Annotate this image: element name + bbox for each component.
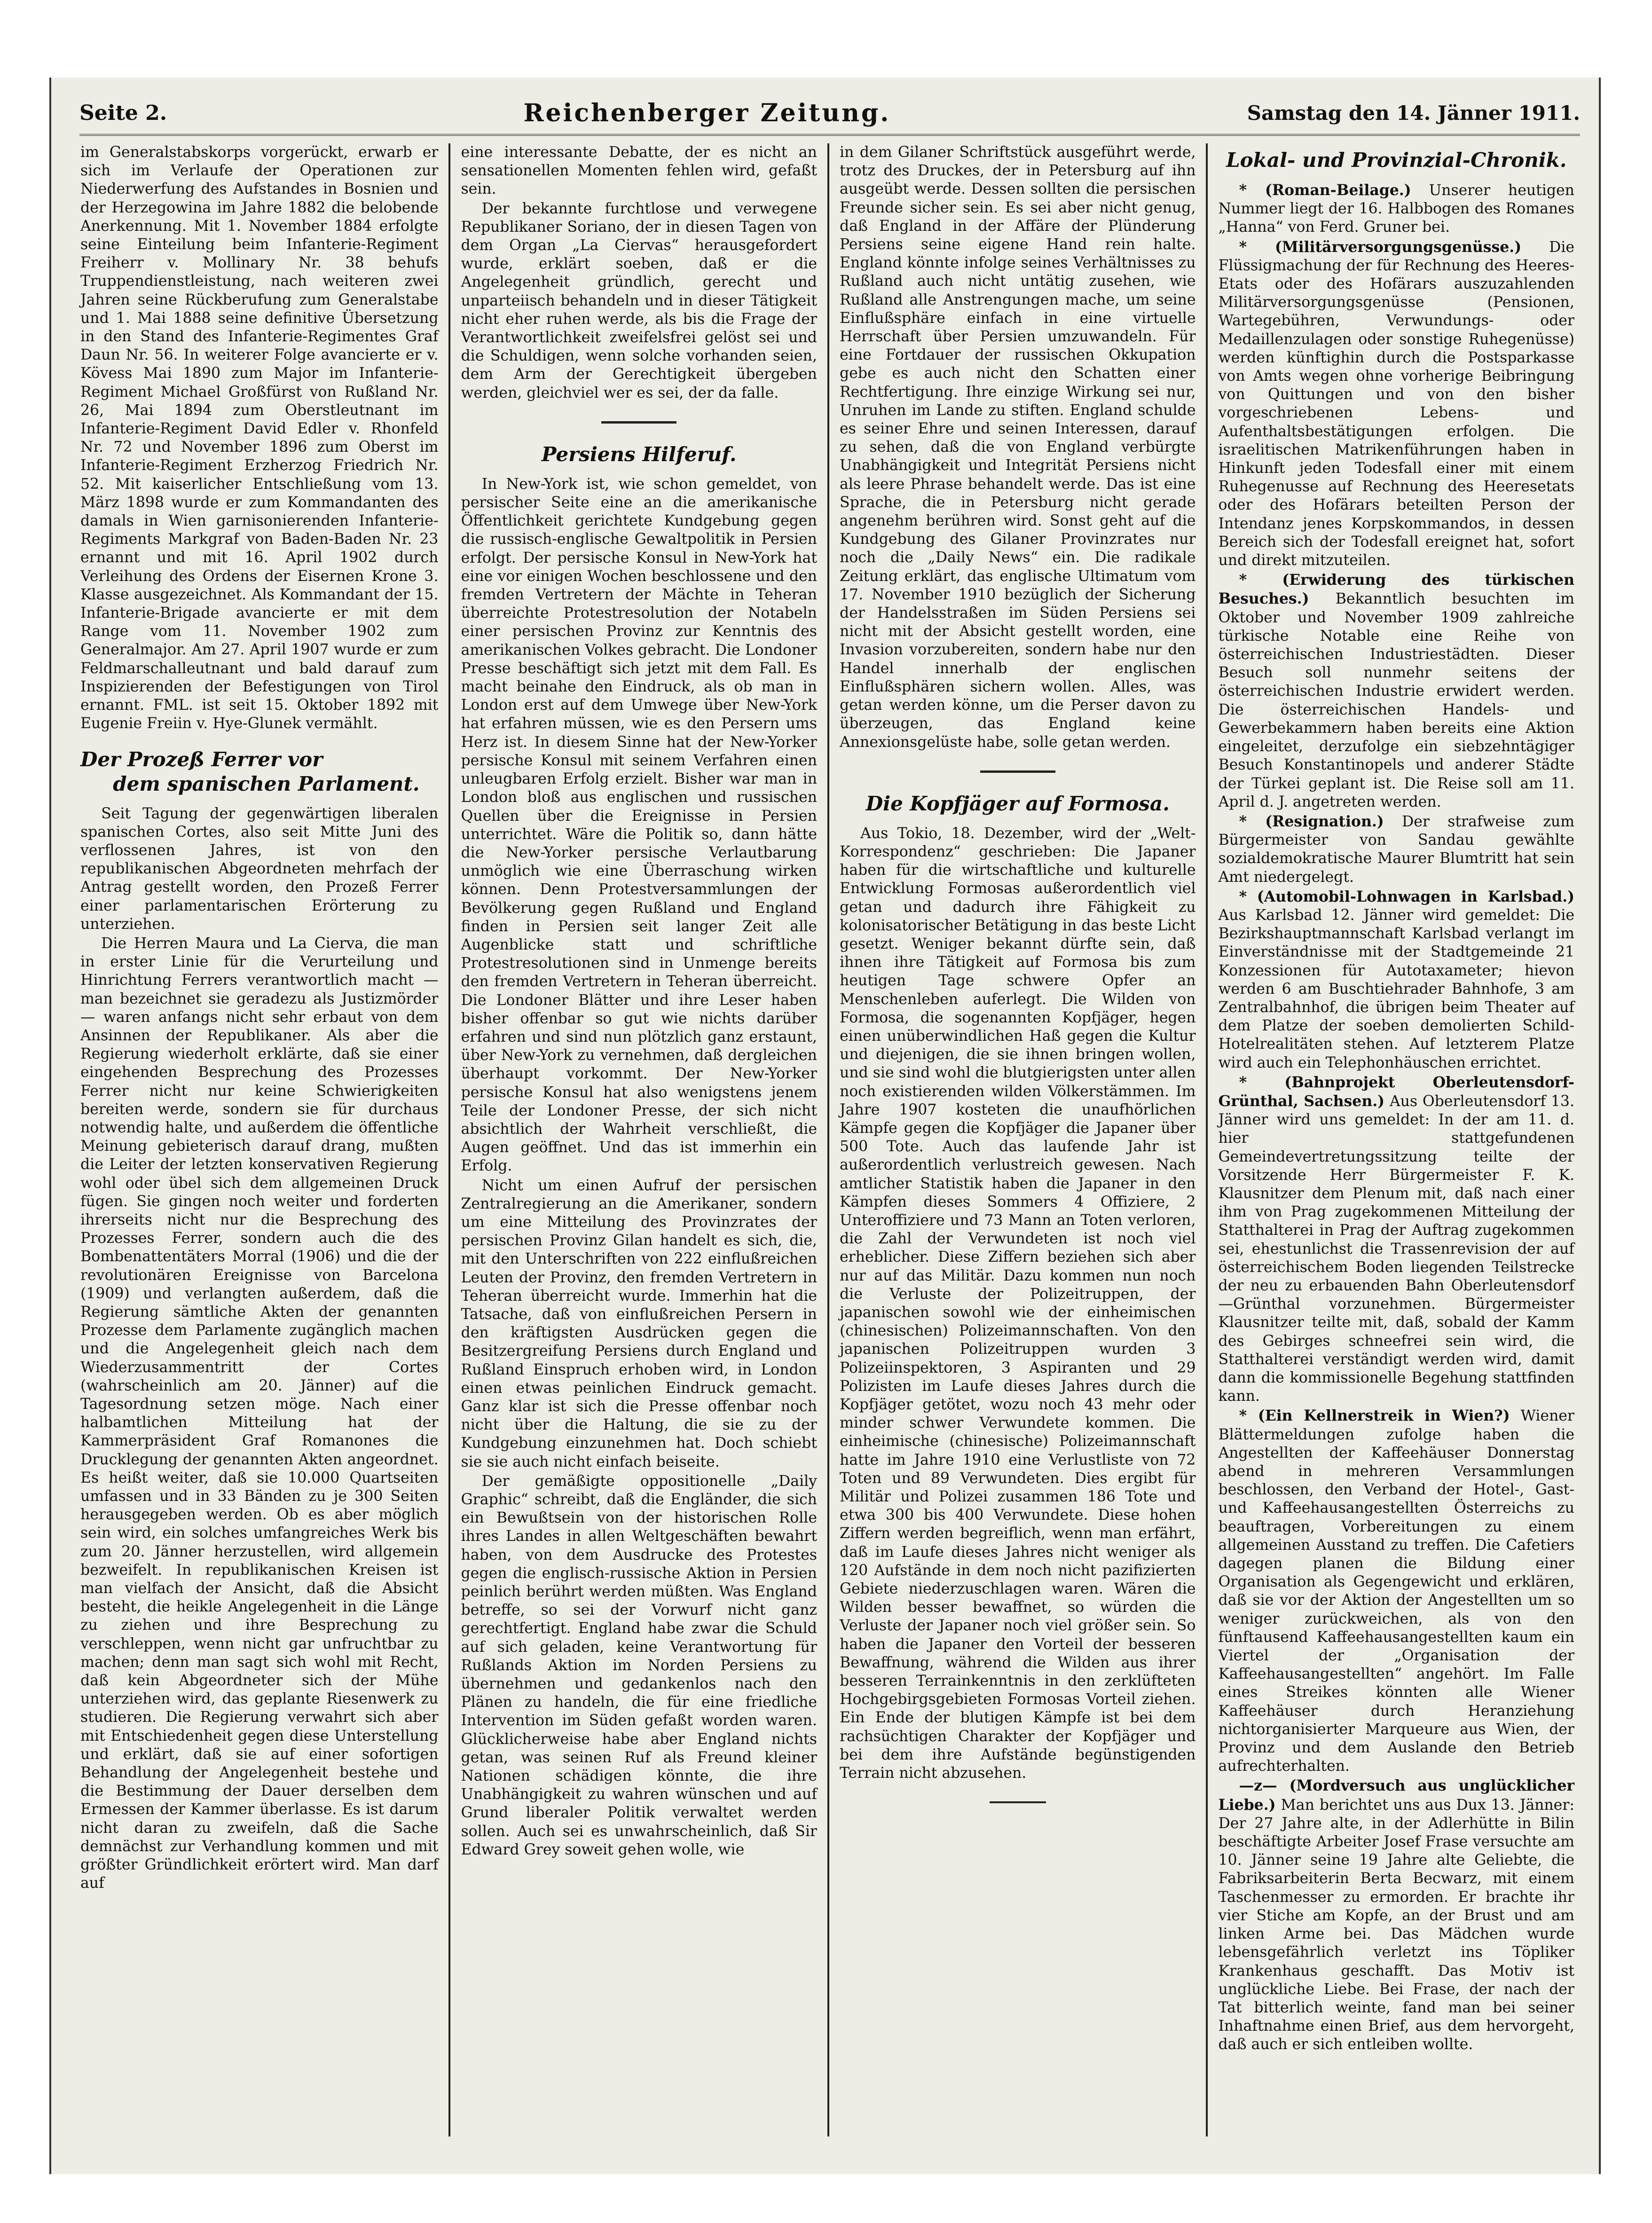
news-item-heading: * (Automobil-Lohnwagen in Karlsbad.) bbox=[1239, 888, 1574, 905]
section-title-chronik: Lokal- und Provinzial-Chronik. bbox=[1226, 149, 1567, 172]
news-item-heading: —z— (Mordversuch aus unglücklicher Liebe.) bbox=[1218, 1777, 1574, 1814]
columns bbox=[70, 143, 1585, 2137]
masthead: Reichenberger Zeitung. bbox=[523, 98, 891, 127]
news-item-heading: * (Bahnprojekt Oberleutensdorf-Grünthal, Sachsen.) bbox=[1218, 1073, 1574, 1110]
title-line-2: dem spanischen Parlament. bbox=[113, 772, 420, 795]
news-item-heading: * (Roman-Beilage.) bbox=[1239, 181, 1411, 199]
article-continuation: im Generalstabskorps vorgerückt, erwarb er sich im Verlaufe der Operationen zur Niederwerfung des Aufstandes in Bosnien und der Herzegowina im Jahre 1882 die belobende Anerkennung. Mit 1. November 1884 erfolgte seine Einteilung beim Infanterie-Regiment Freiherr v. Mollinary Nr. 38 behufs Truppendienstleistung, nach weiteren zwei Jahren seine Rückberufung zum Generalstabe und 1. Mai 1888 seine definitive Übersetzung in den Stand des Infanterie-Regimentes Graf Daun Nr. 56. In weiterer Folge avancierte er v. Kövess Mai 1890 zum Major im Infanterie-Regiment Michael Großfürst von Rußland Nr. 26, Mai 1894 zum Oberstleutnant im Infanterie-Regiment David Edler v. Rhonfeld Nr. 72 und November 1896 zum Oberst im Infanterie-Regiment Erzherzog Friedrich Nr. 52. Mit kaiserlicher Entschließung vom 13. März 1898 wurde er zum Kommandanten des damals in Wien garnisonierenden Infanterie-Regiments Markgraf von Baden-Baden Nr. 23 ernannt und mit 16. April 1902 durch Verleihung des Ordens der Eisernen Krone 3. Klasse ausgezeichnet. Als Kommandant der 15. Infanterie-Brigade avancierte er mit dem Range vom 11. November 1902 zum Generalmajor. Am 27. April 1907 wurde er zum Feldmarschalleutnant und bald darauf zum Inspizierenden der Befestigungen von Tirol ernannt. FML. ist seit 15. Oktober 1892 mit Eugenie Freiin v. Hye-Glunek vermählt. bbox=[80, 144, 439, 732]
news-item bbox=[1218, 1073, 1574, 1406]
paragraph: Der bekannte furchtlose und verwegene Republikaner Soriano, der in diesen Tagen von dem Organ „La Ciervas“ herausgefordert wurde, erklärt soeben, daß er die Angelegenheit gründlich, gerecht und unparteiisch behandeln und in dieser Tätigkeit nicht eher ruhen werde, als bis die Frage der Verantwortlichkeit zweifelsfrei gelöst sei und die Schuldigen, wenn solche vorhanden seien, dem Arm der Gerechtigkeit übergeben werden, gleichviel wer es sei, der da falle. bbox=[461, 200, 817, 401]
news-item-text: Der strafweise zum Bürgermeister von Sandau gewählte sozialdemokratische Maurer Blumtritt hat sein Amt niedergelegt. bbox=[1218, 813, 1574, 886]
news-item-text: Unserer heutigen Nummer liegt der 16. Halbbogen des Romanes „Hanna“ von Ferd. Gruner bei. bbox=[1218, 182, 1574, 236]
news-item-heading: * (Ein Kellnerstreik in Wien?) bbox=[1239, 1407, 1510, 1425]
column-4 bbox=[1206, 143, 1585, 2137]
news-item bbox=[1218, 1776, 1574, 2054]
news-item bbox=[1218, 1406, 1574, 1775]
article-title-formosa: Die Kopfjäger auf Formosa. bbox=[865, 792, 1170, 815]
section-divider bbox=[990, 1801, 1046, 1803]
paragraph: Die Herren Maura und La Cierva, die man in erster Linie für die Verurteilung und Hinrichtung Ferrers verantwortlich macht — man bezeichnet sie geradezu als Justizmörder — waren anfangs nicht sehr erbaut von dem Ansinnen der Republikaner. Als aber die Regierung wiederholt erklärte, daß sie einer eingehenden Besprechung des Prozesses Ferrer nicht nur keine Schwierigkeiten bereiten werde, sondern sie für durchaus notwendig halte, und außerdem die öffentliche Meinung gebieterisch darauf drang, mußten die Leiter der letzten konservativen Regierung wohl oder übel sich dem allgemeinen Druck fügen. Sie gingen noch weiter und forderten ihrerseits nicht nur die Besprechung des Prozesses Ferrer, sondern auch die des Bombenattentäters Morral (1906) und die der revolutionären Ereignisse von Barcelona (1909) und verlangten außerdem, daß die Regierung sämtliche Akten der genannten Prozesse dem Parlamente zugänglich machen und die Angelegenheit gleich nach dem Wiederzusammentritt der Cortes (wahrscheinlich am 20. Jänner) auf die Tagesordnung setzen möge. Nach einer halbamtlichen Mitteilung hat der Kammerpräsident Graf Romanones die Drucklegung der genannten Akten angeordnet. Es heißt weiter, daß sie 10.000 Quartseiten umfassen und in 33 Bänden zu je 300 Seiten herausgegeben werden. Ob es aber möglich sein wird, ein solches umfangreiches Werk bis zum 20. Jänner herzustellen, wird allgemein bezweifelt. In republikanischen Kreisen ist man vielfach der Ansicht, daß die Absicht besteht, die heikle Angelegenheit in die Länge zu ziehen und ihre Besprechung zu verschleppen, wenn nicht gar unfruchtbar zu machen; denn man sagt sich wohl mit Recht, daß kein Abgeordneter sich der Mühe unterziehen wird, das geplante Riesenwerk zu studieren. Die Regierung verwahrt sich aber mit Entschiedenheit gegen diese Unterstellung und erklärt, daß sie auf einer sofortigen Behandlung der Angelegenheit bestehe und die Bestimmung der Dauer derselben dem Ermessen der Kammer überlasse. Es ist darum nicht daran zu zweifeln, daß die Sache demnächst zur Verhandlung kommen und mit größter Gründlichkeit erörtert wird. Man darf auf bbox=[80, 935, 439, 1892]
news-item-heading: * (Resignation.) bbox=[1239, 812, 1384, 830]
news-item-text: Aus Karlsbad 12. Jänner wird gemeldet: Die Bezirkshauptmannschaft Karlsbad verlangt im Einverständnisse mit der Stadtgemeinde 21 Konzessionen für Autotaxameter; hievon werden 6 am Buschtiehrader Bahnhofe, 3 am Zentralbahnhof, die übrigen beim Theater auf dem Platze der soeben demolierten Schild-Hotelrealitäten stehen. Auf letzterem Platze wird auch ein Telephonhäuschen errichtet. bbox=[1218, 906, 1574, 1071]
paragraph: Aus Tokio, 18. Dezember, wird der „Welt-Korrespondenz“ geschrieben: Die Japaner haben für die wirtschaftliche und kulturelle Entwicklung Formosas außerordentlich viel getan und dadurch ihre Fähigkeit zu kolonisatorischer Betätigung in das beste Licht gesetzt. Weniger bekannt dürfte sein, daß ihnen ihre Tätigkeit auf Formosa bis zum heutigen Tage schwere Opfer an Menschenleben auferlegt. Die Wilden von Formosa, die sogenannten Kopfjäger, hegen einen unüberwindlichen Haß gegen die Kultur und diejenigen, die sie ihnen bringen wollen, und sie sind wohl die blutgierigsten unter allen noch existierenden wilden Völkerstämmen. Im Jahre 1907 kosteten die unaufhörlichen Kämpfe gegen die Kopfjäger die Japaner über 500 Tote. Auch das laufende Jahr ist außerordentlich verlustreich gewesen. Nach amtlicher Statistik haben die Japaner in den Kämpfen dieses Sommers 4 Offiziere, 2 Unteroffiziere und 73 Mann an Toten verloren, die Zahl der Verwundeten ist noch viel erheblicher. Diese Ziffern beziehen sich aber nur auf das Militär. Dazu kommen nun noch die Verluste der Polizeitruppen, der japanischen sowohl wie der einheimischen (chinesischen) Polizeimannschaften. Von den japanischen Polizeitruppen wurden 3 Polizeiinspektoren, 3 Aspiranten und 29 Polizisten im Laufe dieses Jahres durch die Kopfjäger getötet, wozu noch 43 mehr oder minder schwer Verwundete kommen. Die einheimische (chinesische) Polizeimannschaft hatte im Jahre 1910 eine Verlustliste von 72 Toten und 89 Verwundeten. Dies ergibt für Militär und Polizei zusammen 186 Tote und etwa 300 bis 400 Verwundete. Diese hohen Ziffern werden begreiflich, wenn man erfährt, daß im Laufe dieses Jahres nicht weniger als 120 Aufstände in dem noch nicht pazifizierten Gebiete niederzuschlagen waren. Wären die Wilden besser bewaffnet, so würden die Verluste der Japaner noch viel größer sein. So haben die Japaner den Vorteil der besseren Bewaffnung, während die Wilden aus ihrer besseren Terrainkenntnis in den zerklüfteten Hochgebirgsgebieten Formosas Vorteil ziehen. Ein Ende der blutigen Kämpfe ist bei dem rachsüchtigen Charakter der Kopfjäger und bei dem ihre Aufstände begünstigenden Terrain nicht abzusehen. bbox=[839, 825, 1196, 1782]
news-item-heading: * (Erwiderung des türkischen Besuches.) bbox=[1218, 571, 1574, 608]
column-3 bbox=[827, 143, 1206, 2137]
article-title-persien: Persiens Hilferuf. bbox=[541, 442, 737, 466]
newspaper-page bbox=[49, 78, 1601, 2174]
article-title-ferrer bbox=[80, 747, 438, 796]
news-item bbox=[1218, 812, 1574, 887]
news-item-text: Man berichtet uns aus Dux 13. Jänner: Der 27 Jahre alte, in der Adlerhütte in Bilin beschäftigte Arbeiter Josef Frase versuchte am 10. Jänner seine 19 Jahre alte Geliebte, die Fabriksarbeiterin Berta Becwarz, mit einem Taschenmesser zu ermorden. Er brachte ihr vier Stiche am Kopfe, an der Brust und am linken Arme bei. Das Mädchen wurde lebensgefährlich verletzt ins Töpliker Krankenhaus geschafft. Das Motiv ist unglückliche Liebe. Bei Frase, der nach der Tat bitterlich weinte, fand man bei seiner Inhaftnahme einen Brief, aus dem hervorgeht, daß auch er sich entleiben wollte. bbox=[1218, 1796, 1574, 2053]
column-2 bbox=[448, 143, 827, 2137]
column-1 bbox=[70, 143, 448, 2137]
news-item-text: Bekanntlich besuchten im Oktober und November 1909 zahlreiche türkische Notable eine Reihe von österreichischen Industriestädten. Dieser Besuch soll nunmehr seitens der österreichischen Industrie erwidert werden. Die österreichischen Handels- und Gewerbekammern haben bereits eine Aktion eingeleitet, derzufolge ein siebzehntägiger Besuch Konstantinopels und anderer Städte der Türkei geplant ist. Die Reise soll am 11. April d. J. angetreten werden. bbox=[1218, 590, 1574, 810]
news-item bbox=[1218, 888, 1574, 1072]
news-item bbox=[1218, 181, 1574, 237]
news-item-heading: * (Militärversorgungsgenüsse.) bbox=[1239, 238, 1522, 256]
news-item-text: Die Flüssigmachung der für Rechnung des Heeres-Etats oder des Hofärars auszuzahlenden Militärversorgungsgenüsse (Pensionen, Wartegebühren, Verwundungs- oder Medaillenzulagen oder sonstige Ruhegenüsse) werden künftighin durch die Postsparkasse von Amts wegen ohne vorherige Beibringung von Quittungen und von den bisher vorgeschriebenen Lebens- und Aufenthaltsbestätigungen erfolgen. Die israelitischen Matrikenführungen haben in Hinkunft jeden Todesfall einer mit einem Ruhegenusse auf Rechnung des Heeresetats oder des Hofärars beteilten Person der Intendanz jenes Korpskommandos, in dessen Bereich sich der Todesfall ereignet hat, sofort und direkt mitzuteilen. bbox=[1218, 238, 1574, 569]
page-number: Seite 2. bbox=[79, 101, 167, 125]
section-divider bbox=[601, 421, 677, 424]
section-divider bbox=[980, 770, 1055, 773]
issue-date: Samstag den 14. Jänner 1911. bbox=[1247, 101, 1580, 125]
news-item-text: Wiener Blättermeldungen zufolge haben die Angestellten der Kaffeehäuser Donnerstag abend in mehreren Versammlungen beschlossen, den Verband der Hotel-, Gast- und Kaffeehausangestellten Österreichs zu beauftragen, Vorbereitungen zu einem allgemeinen Ausstand zu treffen. Die Cafetiers dagegen planen die Bildung einer Organisation als Gegengewicht und erklären, daß sie vor der Aktion der Angestellten um so weniger zurückweichen, als von den fünftausend Kaffeehausangestellten kaum ein Viertel der „Organisation der Kaffeehausangestellten“ angehört. Im Falle eines Streikes könnten alle Wiener Kaffeehäuser durch Heranziehung nichtorganisierter Marqueure aus Wien, der Provinz und dem Auslande den Betrieb aufrechterhalten. bbox=[1218, 1407, 1574, 1775]
news-item bbox=[1218, 571, 1574, 811]
paragraph: Nicht um einen Aufruf der persischen Zentralregierung an die Amerikaner, sondern um eine Mitteilung des Provinzrates der persischen Provinz Gilan handelt es sich, die, mit den Unterschriften von 222 einflußreichen Leuten der Provinz, den fremden Vertretern in Teheran überreicht wurde. Immerhin hat die Tatsache, daß von einflußreichen Persern in den kräftigsten Ausdrücken gegen die Besitzergreifung Persiens durch England und Rußland Einspruch erhoben wird, in London einen etwas peinlichen Eindruck gemacht. Ganz klar ist sich die Presse offenbar noch nicht über die Haltung, die sie zu der Kundgebung einzunehmen hat. Doch schiebt sie sie auch nicht einfach beiseite. bbox=[461, 1177, 817, 1470]
paragraph: Der gemäßigte oppositionelle „Daily Graphic“ schreibt, daß die Engländer, die sich ein Bewußtsein von der historischen Rolle ihres Landes in allen Weltgeschäften bewahrt haben, von dem Ausdrucke des Protestes gegen die englisch-russische Aktion in Persien peinlich berührt werden müßten. Was England betreffe, so sei der Vorwurf nicht ganz gerechtfertigt. England habe zwar die Schuld auf sich geladen, keine Verantwortung für Rußlands Aktion im Norden Persiens zu übernehmen und gedankenlos nach den Plänen zu handeln, die für eine friedliche Intervention im Süden gefaßt worden waren. Glücklicherweise habe aber England nichts getan, was seinen Ruf als Freund kleiner Nationen schädigen könnte, die ihre Unabhängigkeit zu wahren wünschen und auf Grund liberaler Politik verwaltet werden sollen. Auch sei es unwahrscheinlich, daß Sir Edward Grey soweit gehen wolle, wie bbox=[461, 1472, 817, 1858]
title-line-1: Der Prozeß Ferrer vor bbox=[80, 747, 323, 771]
paragraph: In New-York ist, wie schon gemeldet, von persischer Seite eine an die amerikanische Öffentlichkeit gerichtete Kundgebung gegen die russisch-englische Gewaltpolitik in Persien erfolgt. Der persische Konsul in New-York hat eine vor einigen Wochen beschlossene und den fremden Vertretern der Mächte in Teheran überreichte Protestresolution der Notabeln einer persischen Provinz zur Kenntnis des amerikanischen Volkes gebracht. Die Londoner Presse beschäftigt sich jetzt mit dem Fall. Es macht beinahe den Eindruck, als ob man in London erst auf dem Umwege über New-York hat erfahren müssen, wie es den Persern ums Herz ist. In diesem Sinne hat der New-Yorker persische Konsul mit seinem Verfahren einen unleugbaren Erfolg erzielt. Bisher war man in London bloß aus englischen und russischen Quellen über die Ereignisse in Persien unterrichtet. Wäre die Politik so, dann hätte die New-Yorker persische Verlautbarung unmöglich wie eine Überraschung wirken können. Denn Protestversammlungen der Bevölkerung gegen Rußland und England finden in Persien seit langer Zeit alle Augenblicke statt und schriftliche Protestresolutionen sind in Unmenge bereits den fremden Vertretern in Teheran überreicht. Die Londoner Blätter und ihre Leser haben bisher offenbar so gut wie nichts darüber erfahren und sind nun plötzlich ganz erstaunt, über New-York zu vernehmen, daß dergleichen überhaupt vorkommt. Der New-Yorker persische Konsul hat also wenigstens jenem Teile der Londoner Presse, der sich nicht absichtlich der Wahrheit verschließt, die Augen geöffnet. Und das ist immerhin ein Erfolg. bbox=[461, 475, 817, 1175]
news-item bbox=[1218, 238, 1574, 570]
paragraph: Seit Tagung der gegenwärtigen liberalen spanischen Cortes, also seit Mitte Juni des verflossenen Jahres, ist von den republikanischen Abgeordneten mehrfach der Antrag gestellt worden, den Prozeß Ferrer einer parlamentarischen Erörterung zu unterziehen. bbox=[80, 805, 439, 933]
paragraph: in dem Gilaner Schriftstück ausgeführt werde, trotz des Druckes, der in Petersburg auf ihn ausgeübt werde. Dessen sollten die persischen Freunde sicher sein. Es sei aber nicht genug, daß England in der Affäre der Plünderung Persiens seine eigene Hand rein halte. England könnte infolge seines Verhältnisses zu Rußland auch nicht untätig zusehen, wie Rußland alle Anstrengungen mache, um seine Einflußsphäre einfach in eine virtuelle Herrschaft über Persien umzuwandeln. Für eine Fortdauer der russischen Okkupation gebe es auch nicht den Schatten einer Rechtfertigung. Ihre einzige Wirkung sei nur, Unruhen im Lande zu stiften. England schulde es seiner Ehre und seinen Interessen, darauf zu sehen, daß die von England verbürgte Unabhängigkeit und Integrität Persiens nicht als leere Phrase behandelt werde. Das ist eine Sprache, die in Petersburg nicht gerade angenehm berühren wird. Sonst geht auf die Kundgebung des Gilaner Provinzrates nur noch die „Daily News“ ein. Die radikale Zeitung erklärt, das englische Ultimatum vom 17. November 1910 bezüglich der Sicherung der Handelsstraßen im Süden Persiens sei nicht mit der Absicht gestellt worden, eine Invasion vorzubereiten, sondern habe nur den Handel innerhalb der englischen Einflußsphären sichern wollen. Alles, was getan werden könne, um die Perser davon zu überzeugen, das England keine Annexionsgelüste habe, solle getan werden. bbox=[839, 144, 1196, 751]
news-item-text: Aus Oberleutensdorf 13. Jänner wird uns gemeldet: In der am 11. d. hier stattgefundenen Gemeindevertretungssitzung teilte der Vorsitzende Herr Bürgermeister F. K. Klausnitzer dem Plenum mit, daß nach einer ihm von Prag zugekommenen Mitteilung der Statthalterei in Prag der Auftrag zugekommen sei, ehestunlichst die Trassenrevision der auf österreichischem Boden liegenden Teilstrecke der neu zu erbauenden Bahn Oberleutensdorf—Grünthal vorzunehmen. Bürgermeister Klausnitzer teilte mit, daß, sobald der Kamm des Gebirges schneefrei sein wird, die Statthalterei verständigt werden wird, damit dann die kommissionelle Begehung stattfinden kann. bbox=[1218, 1092, 1574, 1405]
page-header bbox=[79, 92, 1580, 136]
paragraph: eine interessante Debatte, der es nicht an sensationellen Momenten fehlen wird, gefaßt sein. bbox=[461, 144, 817, 198]
